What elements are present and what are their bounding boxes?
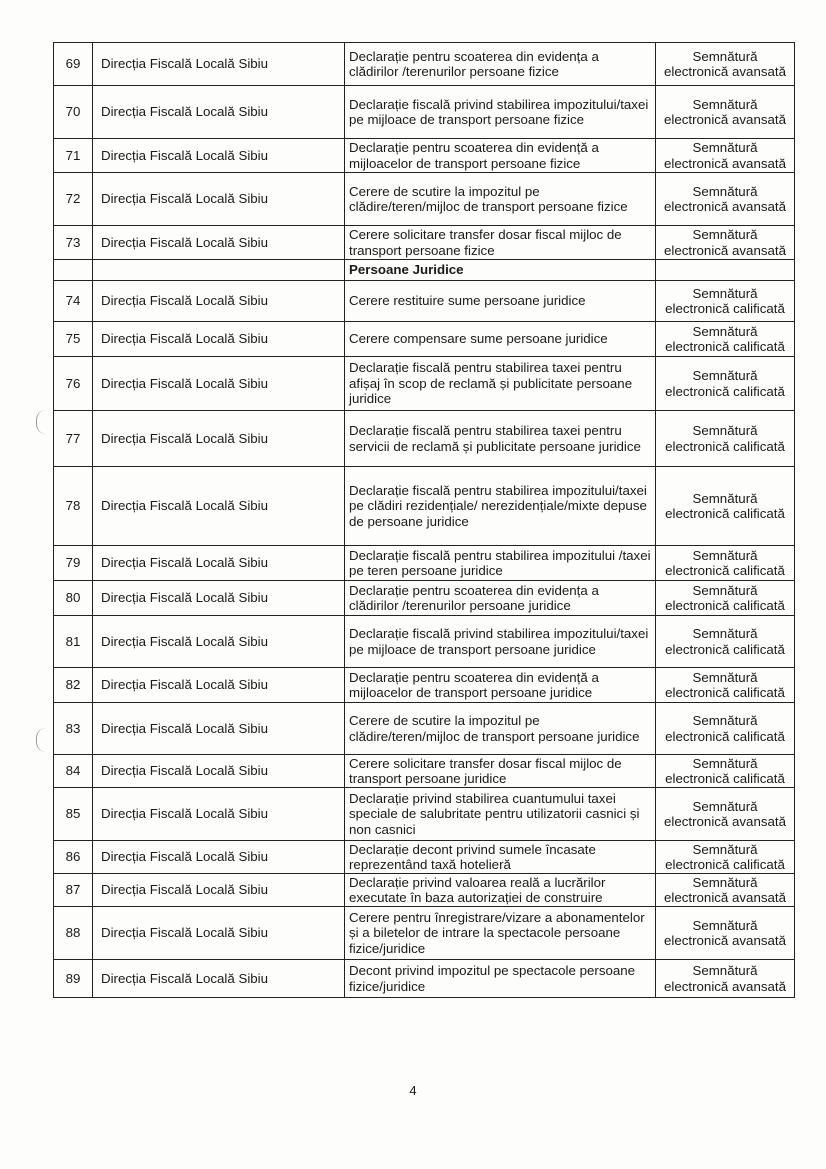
signature-cell: Semnătură electronică avansată — [656, 86, 795, 139]
document-cell: Persoane Juridice — [345, 260, 656, 281]
row-number — [54, 260, 93, 281]
row-number: 72 — [54, 173, 93, 226]
table-row — [54, 411, 795, 467]
document-cell: Declarație fiscală pentru stabilirea taxei pentru afișaj în scop de reclamă și publicitate persoane juridice — [345, 357, 656, 411]
row-number: 80 — [54, 581, 93, 616]
signature-cell: Semnătură electronică calificată — [656, 841, 795, 874]
signature-cell: Semnătură electronică avansată — [656, 874, 795, 907]
institution-cell: Direcția Fiscală Locală Sibiu — [93, 322, 345, 357]
institution-cell: Direcția Fiscală Locală Sibiu — [93, 357, 345, 411]
signature-cell: Semnătură electronică calificată — [656, 546, 795, 581]
signature-cell: Semnătură electronică calificată — [656, 616, 795, 668]
institution-cell: Direcția Fiscală Locală Sibiu — [93, 546, 345, 581]
signature-cell: Semnătură electronică avansată — [656, 139, 795, 173]
table-row — [54, 86, 795, 139]
table-row — [54, 173, 795, 226]
scan-mark — [36, 410, 47, 434]
row-number: 69 — [54, 43, 93, 86]
document-cell: Declarație decont privind sumele încasate reprezentând taxă hotelieră — [345, 841, 656, 874]
row-number: 87 — [54, 874, 93, 907]
institution-cell: Direcția Fiscală Locală Sibiu — [93, 788, 345, 841]
table-row — [54, 788, 795, 841]
row-number: 75 — [54, 322, 93, 357]
signature-cell: Semnătură electronică calificată — [656, 755, 795, 788]
document-cell: Cerere de scutire la impozitul pe clădire/teren/mijloc de transport persoane juridice — [345, 703, 656, 755]
table-row — [54, 616, 795, 668]
table-row — [54, 907, 795, 960]
document-cell: Cerere pentru înregistrare/vizare a abonamentelor și a biletelor de intrare la spectacole persoane fizice/juridice — [345, 907, 656, 960]
table-row — [54, 281, 795, 322]
signature-cell: Semnătură electronică avansată — [656, 907, 795, 960]
table-row — [54, 322, 795, 357]
table-row — [54, 960, 795, 998]
document-cell: Declarație fiscală privind stabilirea impozitului/taxei pe mijloace de transport persoane fizice — [345, 86, 656, 139]
institution-cell: Direcția Fiscală Locală Sibiu — [93, 139, 345, 173]
institution-cell: Direcția Fiscală Locală Sibiu — [93, 281, 345, 322]
table-row — [54, 546, 795, 581]
table-row — [54, 703, 795, 755]
table-row — [54, 755, 795, 788]
document-cell: Declarație fiscală privind stabilirea impozitului/taxei pe mijloace de transport persoane juridice — [345, 616, 656, 668]
institution-cell: Direcția Fiscală Locală Sibiu — [93, 755, 345, 788]
signature-cell: Semnătură electronică calificată — [656, 581, 795, 616]
institution-cell: Direcția Fiscală Locală Sibiu — [93, 226, 345, 260]
document-cell: Cerere solicitare transfer dosar fiscal mijloc de transport persoane fizice — [345, 226, 656, 260]
document-cell: Cerere de scutire la impozitul pe clădire/teren/mijloc de transport persoane fizice — [345, 173, 656, 226]
row-number: 86 — [54, 841, 93, 874]
page-number: 4 — [409, 1083, 417, 1098]
services-table — [53, 42, 795, 998]
signature-cell: Semnătură electronică avansată — [656, 788, 795, 841]
row-number: 89 — [54, 960, 93, 998]
institution-cell — [93, 260, 345, 281]
row-number: 85 — [54, 788, 93, 841]
table-row — [54, 226, 795, 260]
signature-cell: Semnătură electronică avansată — [656, 960, 795, 998]
signature-cell: Semnătură electronică calificată — [656, 281, 795, 322]
document-cell: Cerere solicitare transfer dosar fiscal mijloc de transport persoane juridice — [345, 755, 656, 788]
document-cell: Declarație fiscală pentru stabilirea taxei pentru servicii de reclamă și publicitate persoane juridice — [345, 411, 656, 467]
row-number: 70 — [54, 86, 93, 139]
row-number: 74 — [54, 281, 93, 322]
table-row — [54, 668, 795, 703]
row-number: 83 — [54, 703, 93, 755]
table-row — [54, 467, 795, 546]
document-cell: Cerere compensare sume persoane juridice — [345, 322, 656, 357]
row-number: 81 — [54, 616, 93, 668]
institution-cell: Direcția Fiscală Locală Sibiu — [93, 411, 345, 467]
institution-cell: Direcția Fiscală Locală Sibiu — [93, 841, 345, 874]
signature-cell: Semnătură electronică calificată — [656, 411, 795, 467]
institution-cell: Direcția Fiscală Locală Sibiu — [93, 668, 345, 703]
section-row — [54, 260, 795, 281]
table-row — [54, 43, 795, 86]
signature-cell: Semnătură electronică calificată — [656, 703, 795, 755]
table-row — [54, 874, 795, 907]
signature-cell: Semnătură electronică avansată — [656, 173, 795, 226]
document-cell: Declarație pentru scoaterea din evidență a mijloacelor de transport persoane juridice — [345, 668, 656, 703]
institution-cell: Direcția Fiscală Locală Sibiu — [93, 86, 345, 139]
signature-cell: Semnătură electronică calificată — [656, 467, 795, 546]
signature-cell: Semnătură electronică avansată — [656, 43, 795, 86]
institution-cell: Direcția Fiscală Locală Sibiu — [93, 703, 345, 755]
row-number: 77 — [54, 411, 93, 467]
institution-cell: Direcția Fiscală Locală Sibiu — [93, 960, 345, 998]
row-number: 78 — [54, 467, 93, 546]
institution-cell: Direcția Fiscală Locală Sibiu — [93, 43, 345, 86]
scan-mark — [36, 728, 47, 752]
institution-cell: Direcția Fiscală Locală Sibiu — [93, 874, 345, 907]
document-cell: Cerere restituire sume persoane juridice — [345, 281, 656, 322]
document-cell: Declarație fiscală pentru stabilirea impozitului/taxei pe clădiri rezidențiale/ nerezidențiale/mixte depuse de persoane juridice — [345, 467, 656, 546]
signature-cell: Semnătură electronică calificată — [656, 322, 795, 357]
institution-cell: Direcția Fiscală Locală Sibiu — [93, 616, 345, 668]
table-row — [54, 841, 795, 874]
signature-cell — [656, 260, 795, 281]
institution-cell: Direcția Fiscală Locală Sibiu — [93, 581, 345, 616]
row-number: 84 — [54, 755, 93, 788]
row-number: 73 — [54, 226, 93, 260]
document-cell: Declarație pentru scoaterea din evidența a clădirilor /terenurilor persoane juridice — [345, 581, 656, 616]
document-cell: Declarație privind stabilirea cuantumului taxei speciale de salubritate pentru utilizatorii casnici și non casnici — [345, 788, 656, 841]
document-cell: Decont privind impozitul pe spectacole persoane fizice/juridice — [345, 960, 656, 998]
institution-cell: Direcția Fiscală Locală Sibiu — [93, 173, 345, 226]
row-number: 71 — [54, 139, 93, 173]
document-cell: Declarație privind valoarea reală a lucrărilor executate în baza autorizației de construire — [345, 874, 656, 907]
institution-cell: Direcția Fiscală Locală Sibiu — [93, 467, 345, 546]
row-number: 88 — [54, 907, 93, 960]
table-row — [54, 581, 795, 616]
institution-cell: Direcția Fiscală Locală Sibiu — [93, 907, 345, 960]
document-cell: Declarație fiscală pentru stabilirea impozitului /taxei pe teren persoane juridice — [345, 546, 656, 581]
document-cell: Declarație pentru scoaterea din evidență a mijloacelor de transport persoane fizice — [345, 139, 656, 173]
table-body — [54, 43, 795, 998]
table-row — [54, 139, 795, 173]
row-number: 76 — [54, 357, 93, 411]
row-number: 82 — [54, 668, 93, 703]
row-number: 79 — [54, 546, 93, 581]
signature-cell: Semnătură electronică calificată — [656, 668, 795, 703]
signature-cell: Semnătură electronică avansată — [656, 226, 795, 260]
table-row — [54, 357, 795, 411]
signature-cell: Semnătură electronică calificată — [656, 357, 795, 411]
document-cell: Declarație pentru scoaterea din evidența a clădirilor /terenurilor persoane fizice — [345, 43, 656, 86]
